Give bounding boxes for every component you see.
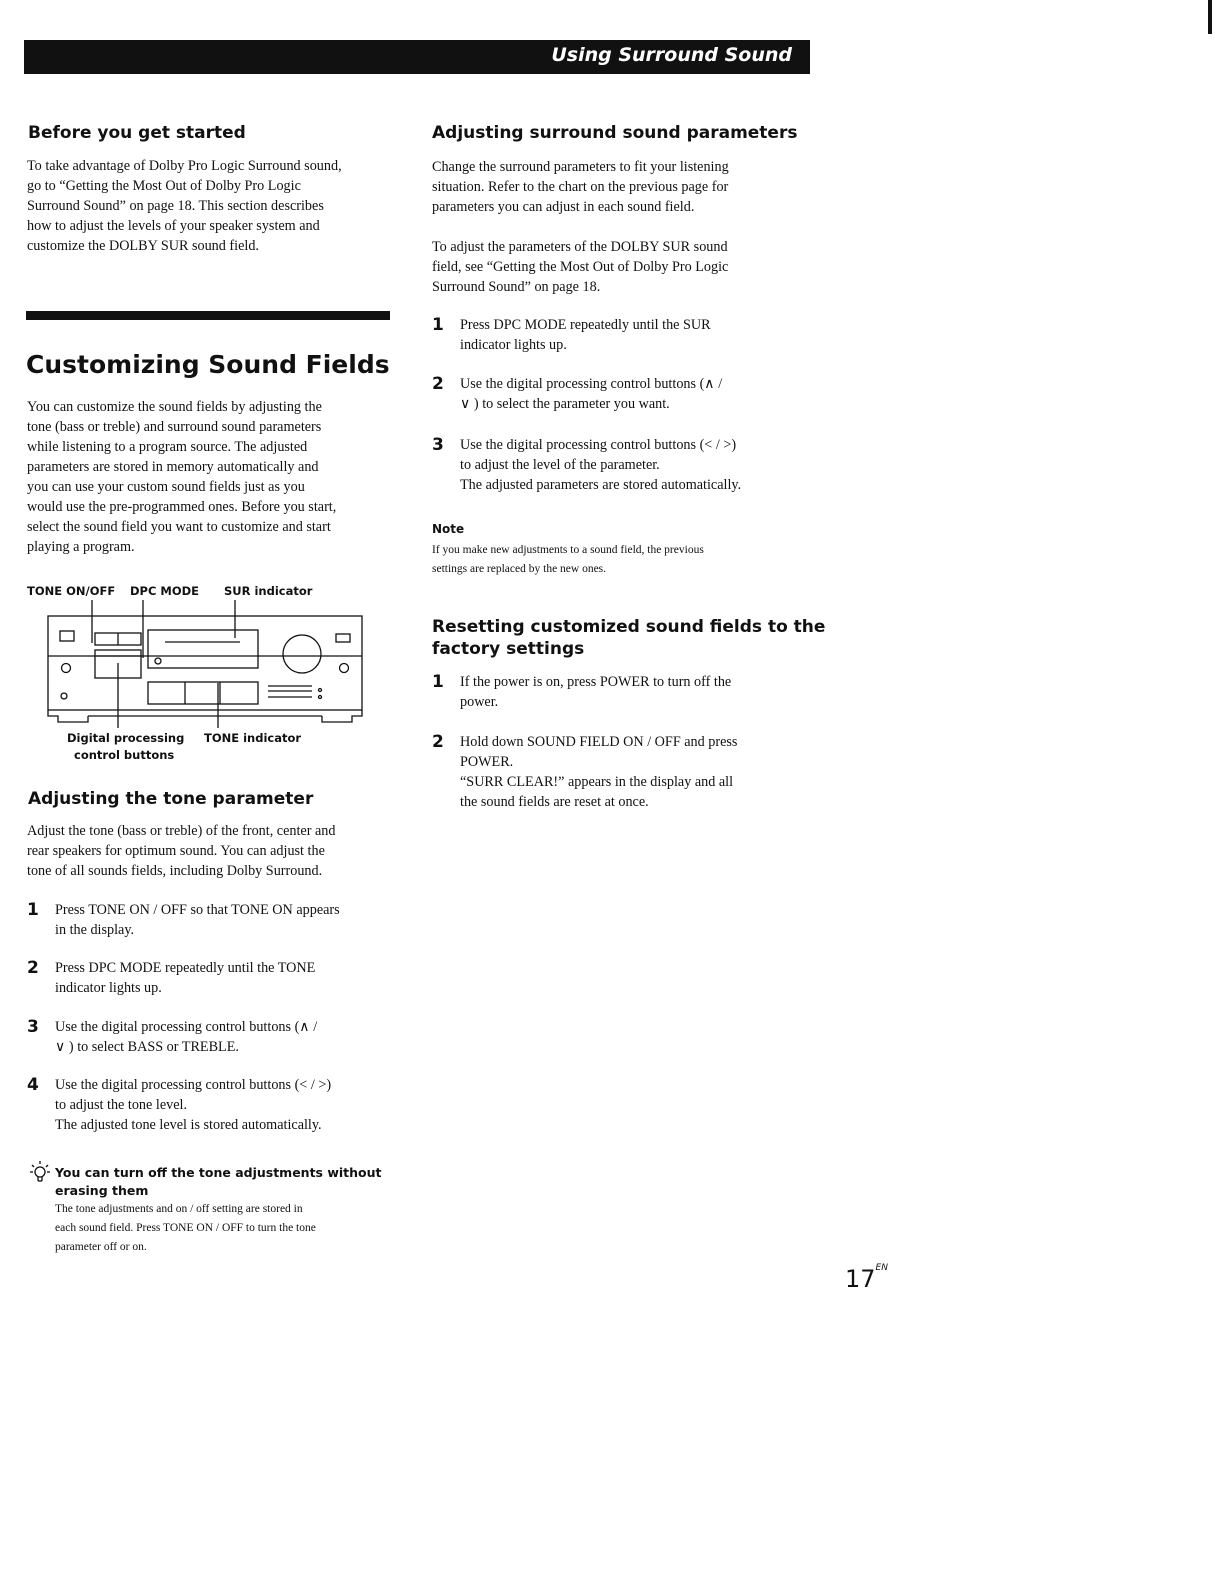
tip-body: The tone adjustments and on / off setting are stored in each sound field. Press TONE ON / OFF to turn the tone parameter off or on.	[55, 1203, 316, 1253]
resetting-heading: Resetting customized sound fields to the factory settings	[432, 617, 826, 659]
surround-heading: Adjusting surround sound parameters	[432, 123, 798, 143]
receiver-diagram	[40, 598, 370, 733]
section-rule	[26, 311, 390, 320]
step-number: 3	[27, 1017, 39, 1037]
step-text: Use the digital processing control buttons (< / >) to adjust the level of the parameter. The adjusted parameters are stored automatically.	[460, 437, 742, 493]
step-number: 2	[27, 958, 39, 978]
step-number: 1	[432, 315, 444, 335]
surround-paragraph-1: Change the surround parameters to fit your listening situation. Refer to the chart on the previous page for parameters you can adjust in each sound field.	[432, 159, 729, 215]
section-header-title: Using Surround Sound	[551, 44, 792, 66]
step-text: Use the digital processing control buttons (< / >) to adjust the tone level. The adjusted tone level is stored automatically.	[55, 1077, 332, 1133]
step-text: Use the digital processing control buttons (∧ / ∨ ) to select BASS or TREBLE.	[55, 1019, 318, 1055]
tone-heading: Adjusting the tone parameter	[28, 789, 314, 809]
step-text: Press TONE ON / OFF so that TONE ON appears in the display.	[55, 902, 340, 938]
label-dpc-mode: DPC MODE	[130, 584, 200, 598]
step-text: If the power is on, press POWER to turn off the power.	[460, 674, 732, 710]
step-number: 1	[432, 672, 444, 692]
before-heading: Before you get started	[28, 123, 246, 143]
step-text: Use the digital processing control buttons (∧ / ∨ ) to select the parameter you want.	[460, 376, 723, 412]
label-digital-processing: Digital processing	[67, 731, 185, 745]
surround-paragraph-2: To adjust the parameters of the DOLBY SUR sound field, see “Getting the Most Out of Dolby Pro Logic Surround Sound” on page 18.	[432, 239, 729, 295]
lightbulb-icon	[29, 1160, 51, 1184]
customizing-title: Customizing Sound Fields	[26, 350, 390, 379]
step-text: Press DPC MODE repeatedly until the SUR indicator lights up.	[460, 317, 711, 353]
step-number: 4	[27, 1075, 39, 1095]
label-tone-onoff: TONE ON/OFF	[27, 584, 116, 598]
label-tone-indicator: TONE indicator	[204, 731, 302, 745]
customizing-paragraph: You can customize the sound fields by adjusting the tone (bass or treble) and surround sound parameters while listening to a program source. The adjusted parameters are stored in memory automatically and you can use your custom sound fields just as you would use the pre-programmed ones. Before you start, select the sound field you want to customize and start playing a program.	[27, 399, 337, 555]
page-number: $17^{EN}$	[845, 1263, 888, 1293]
tone-paragraph: Adjust the tone (bass or treble) of the front, center and rear speakers for optimum sound. You can adjust the tone of all sounds fields, including Dolby Surround.	[27, 823, 336, 879]
step-number: 3	[432, 435, 444, 455]
label-control-buttons: control buttons	[74, 748, 175, 762]
note-body: If you make new adjustments to a sound field, the previous settings are replaced by the new ones.	[432, 544, 704, 575]
before-paragraph: To take advantage of Dolby Pro Logic Surround sound, go to “Getting the Most Out of Dolby Pro Logic Surround Sound” on page 18. This section describes how to adjust the levels of your speaker system and customize the DOLBY SUR sound field.	[27, 158, 342, 254]
step-text: Press DPC MODE repeatedly until the TONE indicator lights up.	[55, 960, 316, 996]
label-sur-indicator: SUR indicator	[224, 584, 313, 598]
section-header-bar	[24, 40, 810, 74]
note-title: Note	[432, 522, 465, 536]
tip-title: You can turn off the tone adjustments without erasing them	[55, 1165, 382, 1198]
step-text: Hold down SOUND FIELD ON / OFF and press POWER. “SURR CLEAR!” appears in the display and all the sound fields are reset at once.	[460, 734, 738, 810]
step-number: 2	[432, 374, 444, 394]
corner-crop-mark	[1208, 0, 1212, 34]
step-number: 2	[432, 732, 444, 752]
step-number: 1	[27, 900, 39, 920]
